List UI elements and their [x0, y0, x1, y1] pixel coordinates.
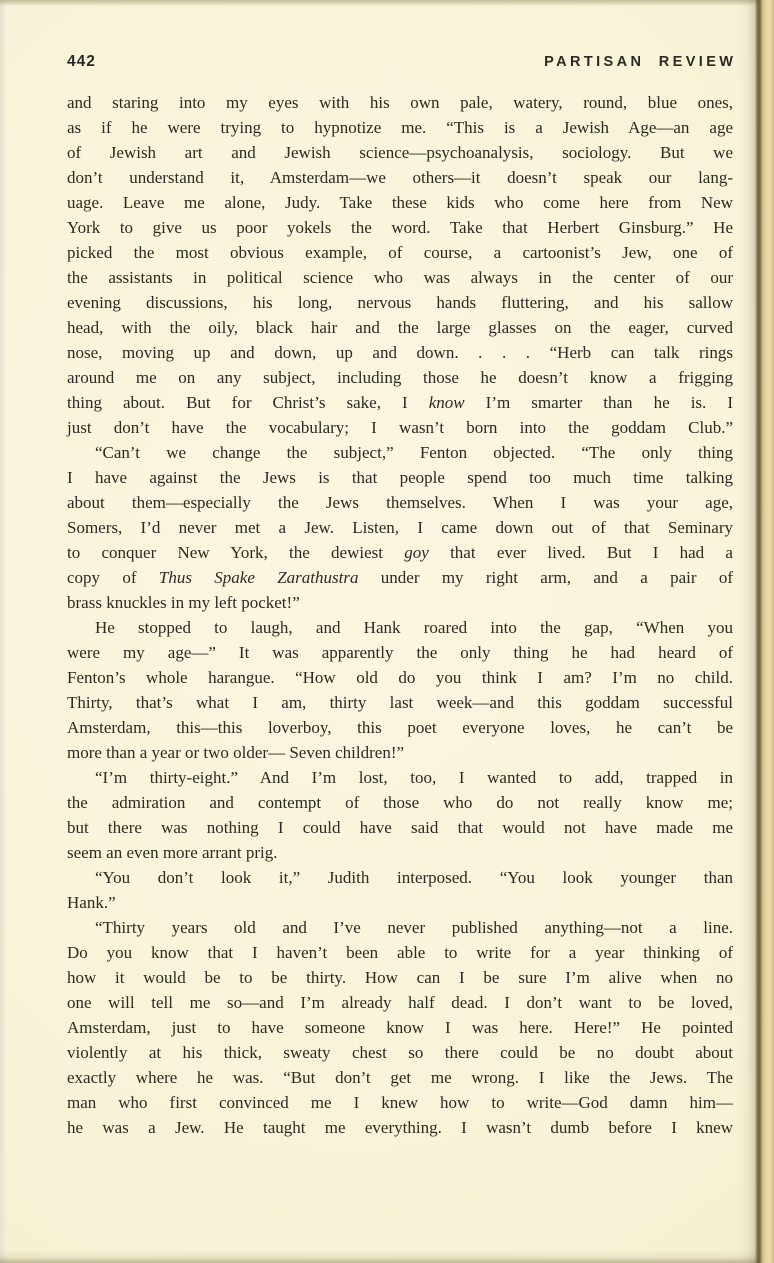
text-line — [67, 440, 733, 465]
text-run: seem an even more arrant prig. — [67, 843, 278, 862]
text-line — [67, 940, 733, 965]
text-run: head, with the oily, black hair and the large glasses on the eager, curved — [67, 318, 733, 337]
text-line — [67, 890, 733, 915]
italic-text-run: goy — [404, 543, 429, 562]
text-line — [67, 165, 733, 190]
text-line — [67, 215, 733, 240]
text-run: “I’m thirty-eight.” And I’m lost, too, I wanted to add, trapped in — [95, 768, 733, 787]
text-run: one will tell me so—and I’m already half dead. I don’t want to be loved, — [67, 993, 733, 1012]
text-run: of Jewish art and Jewish science—psychoanalysis, sociology. But we — [67, 143, 733, 162]
page-edge-left — [0, 0, 7, 1263]
page-number: 442 — [67, 53, 96, 70]
text-run: just don’t have the vocabulary; I wasn’t born into the goddam Club.” — [67, 418, 733, 437]
text-run: the admiration and contempt of those who do not really know me; — [67, 793, 733, 812]
text-run: Thirty, that’s what I am, thirty last week—and this goddam successful — [67, 693, 733, 712]
text-line — [67, 390, 733, 415]
text-run: how it would be to be thirty. How can I be sure I’m alive when no — [67, 968, 733, 987]
text-line — [67, 1015, 733, 1040]
text-line — [67, 815, 733, 840]
text-run: “You don’t look it,” Judith interposed. “You look younger than — [95, 868, 733, 887]
text-line — [67, 190, 733, 215]
text-run: under my right arm, and a pair of — [358, 568, 733, 587]
text-line — [67, 540, 733, 565]
text-run: more than a year or two older— Seven children!” — [67, 743, 405, 762]
text-line — [67, 740, 733, 765]
text-line — [67, 790, 733, 815]
text-run: exactly where he was. “But don’t get me wrong. I like the Jews. The — [67, 1068, 733, 1087]
text-run: he was a Jew. He taught me everything. I wasn’t dumb before I knew — [67, 1118, 733, 1137]
text-run: but there was nothing I could have said that would not have made me — [67, 818, 733, 837]
page-edge-right — [738, 0, 774, 1263]
text-run: Amsterdam, this—this loverboy, this poet everyone loves, he can’t be — [67, 718, 733, 737]
text-line — [67, 990, 733, 1015]
text-line — [67, 665, 733, 690]
text-line — [67, 465, 733, 490]
text-run: uage. Leave me alone, Judy. Take these kids who come here from New — [67, 193, 733, 212]
text-run: York to give us poor yokels the word. Take that Herbert Ginsburg.” He — [67, 218, 733, 237]
text-run: around me on any subject, including those he doesn’t know a frigging — [67, 368, 733, 387]
text-line — [67, 915, 733, 940]
text-run: that ever lived. But I had a — [428, 543, 733, 562]
text-run: were my age—” It was apparently the only thing he had heard of — [67, 643, 733, 662]
text-line — [67, 565, 733, 590]
text-line — [67, 140, 733, 165]
paragraph — [67, 440, 733, 615]
text-line — [67, 965, 733, 990]
text-line — [67, 1115, 733, 1140]
text-run: I’m smarter than he is. I — [464, 393, 733, 412]
text-run: about them—especially the Jews themselves. When I was your age, — [67, 493, 733, 512]
text-line — [67, 240, 733, 265]
text-line — [67, 415, 733, 440]
text-line — [67, 315, 733, 340]
text-run: copy of — [67, 568, 159, 587]
running-head — [67, 53, 737, 71]
text-run: to conquer New York, the dewiest — [67, 543, 405, 562]
text-run: I have against the Jews is that people spend too much time talking — [67, 468, 733, 487]
text-line — [67, 515, 733, 540]
italic-text-run: Thus Spake Zarathustra — [158, 568, 359, 587]
text-run: “Thirty years old and I’ve never published anything—not a line. — [95, 918, 733, 937]
text-line — [67, 340, 733, 365]
text-line — [67, 1040, 733, 1065]
text-run: violently at his thick, sweaty chest so there could be no doubt about — [67, 1043, 733, 1062]
text-line — [67, 640, 733, 665]
text-line — [67, 365, 733, 390]
text-run: brass knuckles in my left pocket!” — [67, 593, 300, 612]
italic-text-run: know — [428, 393, 465, 412]
paragraph — [67, 915, 733, 1140]
text-line — [67, 840, 733, 865]
paragraph — [67, 615, 733, 765]
text-run: He stopped to laugh, and Hank roared into the gap, “When you — [95, 618, 733, 637]
text-run: picked the most obvious example, of course, a cartoonist’s Jew, one of — [67, 243, 733, 262]
text-run: Somers, I’d never met a Jew. Listen, I came down out of that Seminary — [67, 518, 733, 537]
text-run: thing about. But for Christ’s sake, I — [67, 393, 429, 412]
text-run: man who first convinced me I knew how to write—God damn him— — [67, 1093, 733, 1112]
paragraph — [67, 765, 733, 865]
paragraph — [67, 90, 733, 440]
text-line — [67, 690, 733, 715]
page-edge-top — [0, 0, 774, 6]
text-line — [67, 90, 733, 115]
text-run: Fenton’s whole harangue. “How old do you think I am? I’m no child. — [67, 668, 733, 687]
text-run: don’t understand it, Amsterdam—we others—it doesn’t speak our lang- — [67, 168, 733, 187]
text-run: Do you know that I haven’t been able to write for a year thinking of — [67, 943, 733, 962]
text-run: as if he were trying to hypnotize me. “This is a Jewish Age—an age — [67, 118, 733, 137]
text-line — [67, 490, 733, 515]
text-line — [67, 115, 733, 140]
text-line — [67, 765, 733, 790]
text-line — [67, 615, 733, 640]
text-line — [67, 865, 733, 890]
text-run: Amsterdam, just to have someone know I was here. Here!” He pointed — [67, 1018, 733, 1037]
text-run: and staring into my eyes with his own pale, watery, round, blue ones, — [67, 93, 733, 112]
text-run: the assistants in political science who was always in the center of our — [67, 268, 733, 287]
text-line — [67, 1065, 733, 1090]
text-run: “Can’t we change the subject,” Fenton objected. “The only thing — [95, 443, 733, 462]
text-line — [67, 290, 733, 315]
text-line — [67, 715, 733, 740]
text-run: Hank.” — [67, 893, 116, 912]
text-line — [67, 265, 733, 290]
text-line — [67, 590, 733, 615]
page-body — [67, 90, 733, 1140]
journal-title: PARTISAN REVIEW — [544, 54, 737, 70]
page-edge-bottom — [0, 1250, 774, 1263]
text-line — [67, 1090, 733, 1115]
text-run: nose, moving up and down, up and down. . . . “Herb can talk rings — [67, 343, 733, 362]
paragraph — [67, 865, 733, 915]
text-run: evening discussions, his long, nervous hands fluttering, and his sallow — [67, 293, 733, 312]
